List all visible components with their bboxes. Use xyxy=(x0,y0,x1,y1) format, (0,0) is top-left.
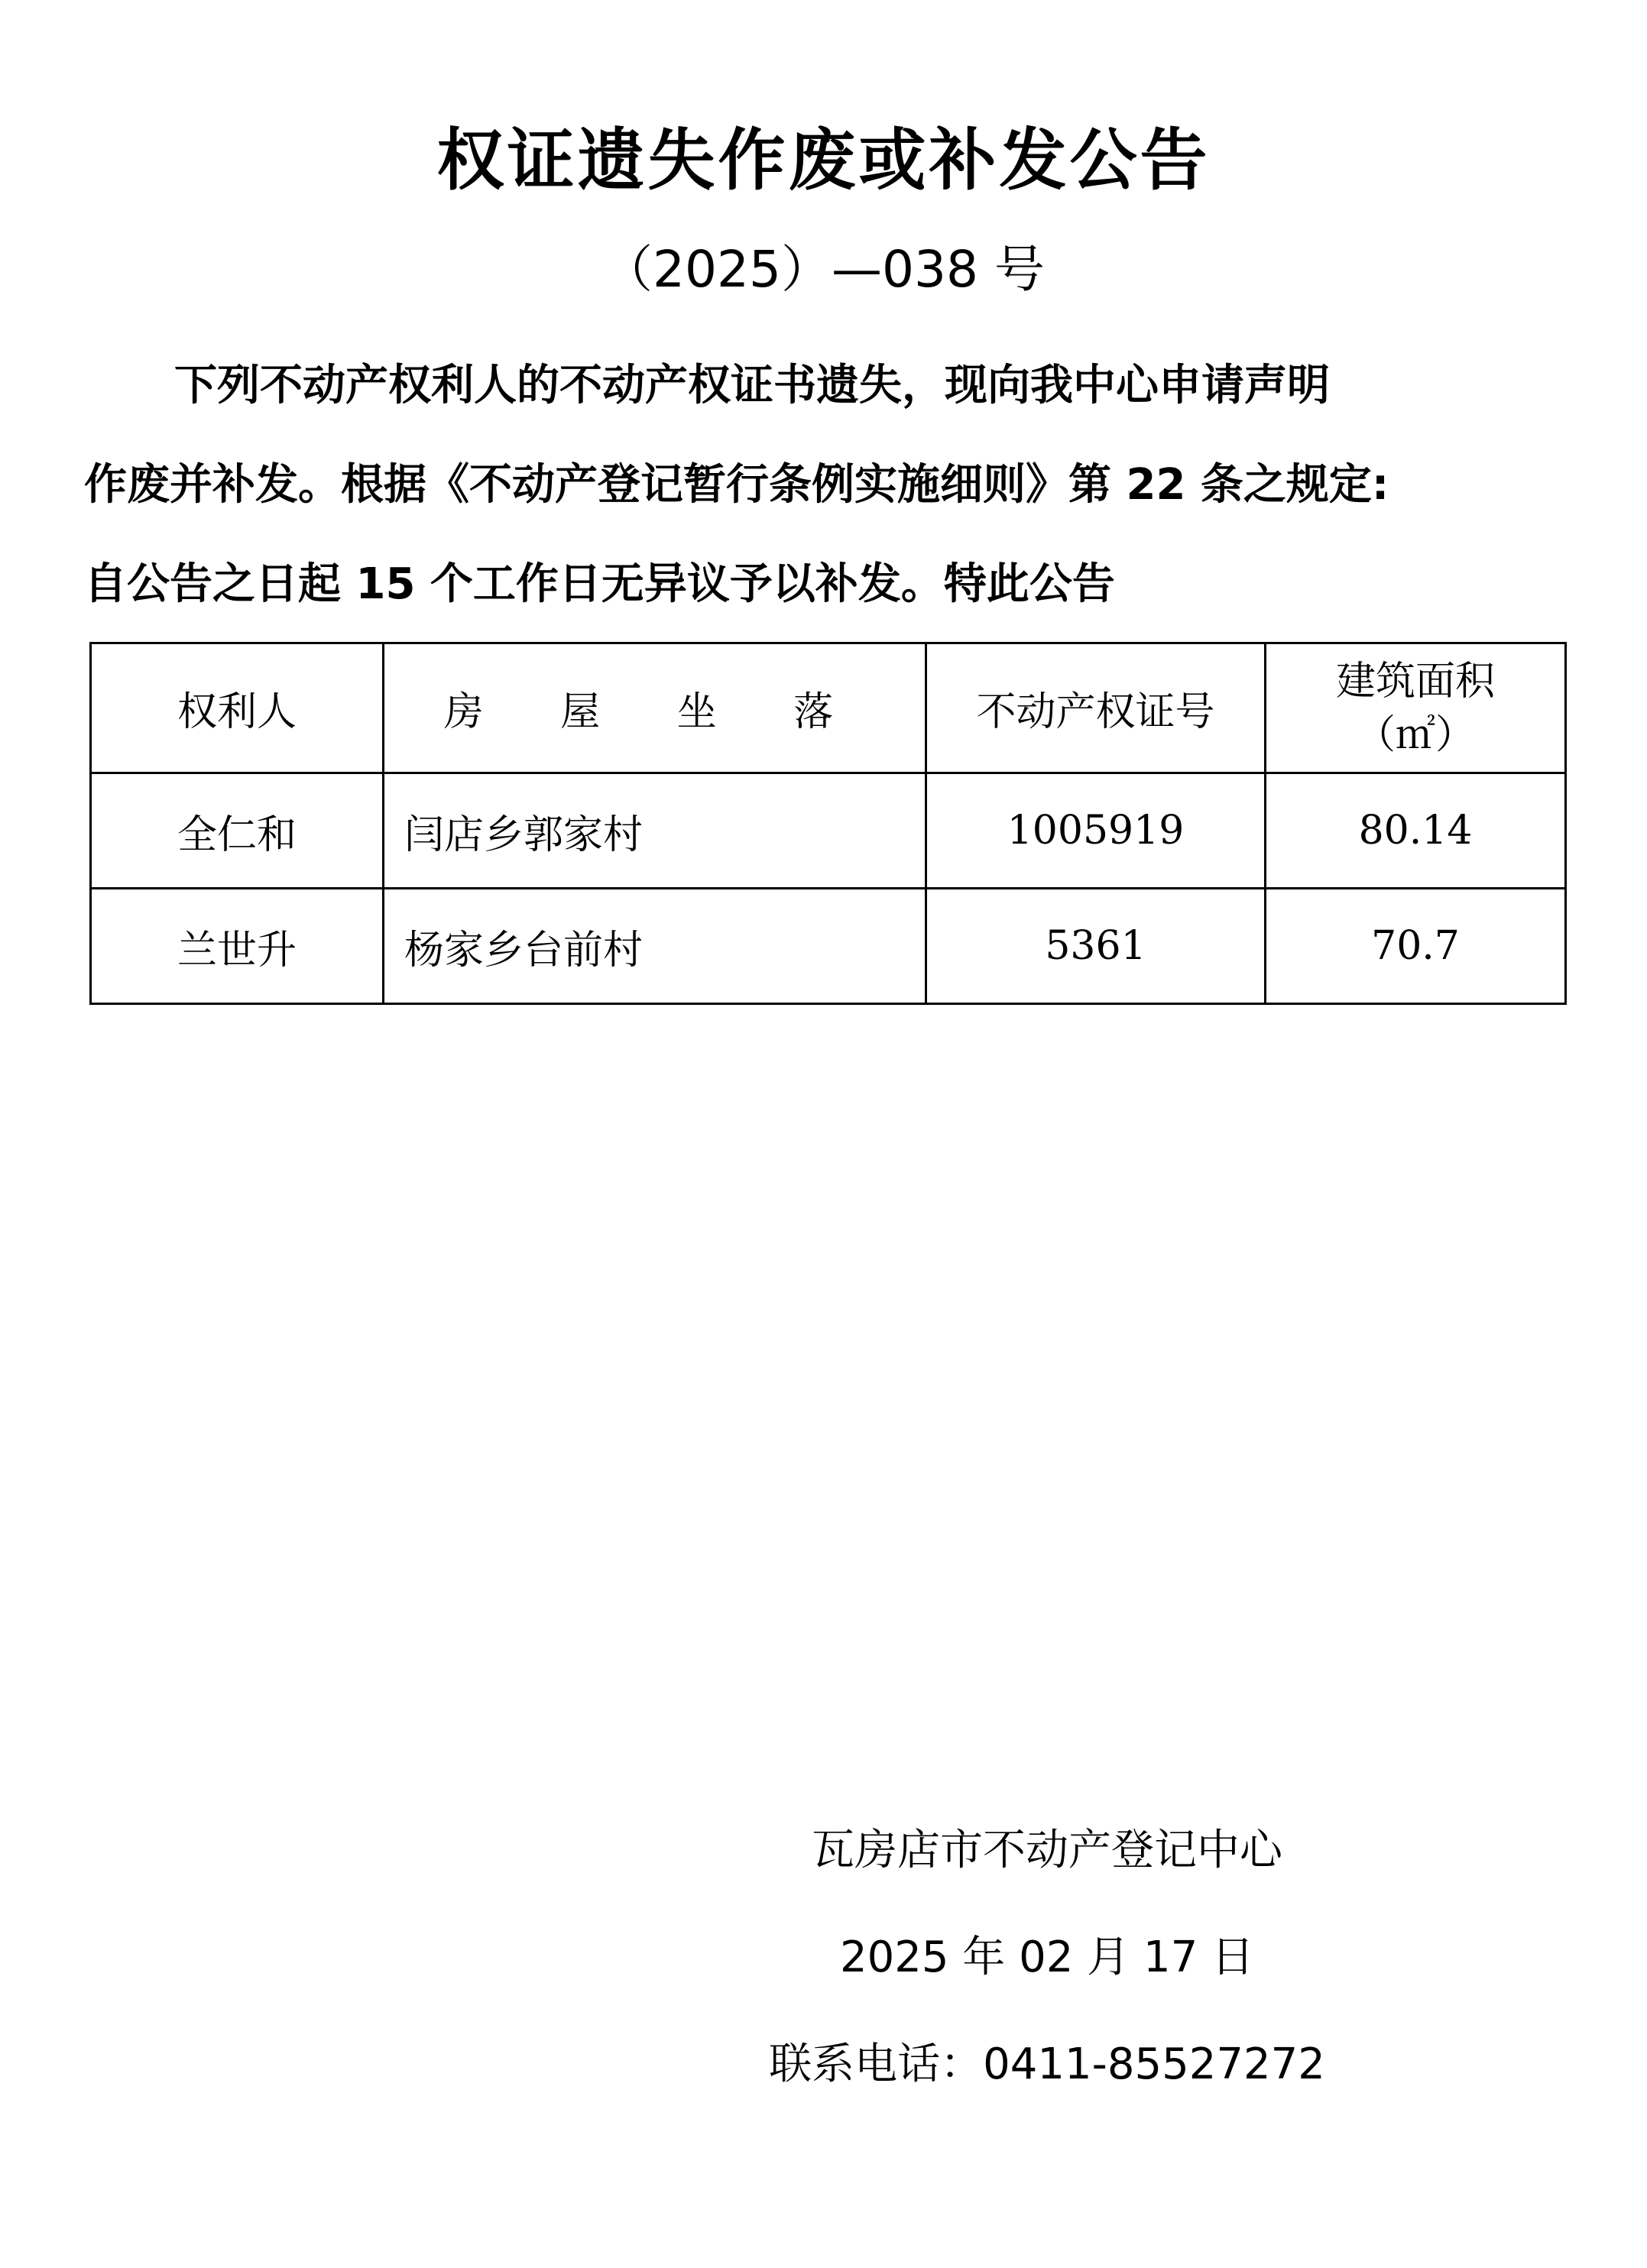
table-row xyxy=(91,889,1566,1004)
cell-location: 闫店乡郭家村 xyxy=(384,773,926,889)
header-cert-no: 不动产权证号 xyxy=(926,643,1266,773)
table-row xyxy=(91,773,1566,889)
cell-location: 杨家乡台前村 xyxy=(384,889,926,1004)
contact-phone: 联系电话：0411-85527272 xyxy=(769,2040,1325,2089)
issuer-name: 瓦房店市不动产登记中心 xyxy=(812,1826,1282,1875)
body-line-3: 自公告之日起 15 个工作日无异议予以补发。特此公告 xyxy=(84,559,1115,609)
issue-date: 2025 年 02 月 17 日 xyxy=(839,1933,1255,1982)
cell-cert-no: 5361 xyxy=(926,889,1266,1004)
cell-area: 70.7 xyxy=(1266,889,1566,1004)
header-area-label: 建筑面积 xyxy=(1335,658,1495,705)
body-line-1-text: 下列不动产权利人的不动产权证书遗失，现向我中心申请声明 xyxy=(174,361,1330,410)
records-table xyxy=(89,642,1567,1005)
cell-cert-no: 1005919 xyxy=(926,773,1266,889)
body-line-1 xyxy=(84,336,1582,436)
header-owner: 权利人 xyxy=(91,643,384,773)
notice-body xyxy=(84,336,1582,634)
cell-owner: 兰世升 xyxy=(91,889,384,1004)
body-line-2: 作废并补发。根据《不动产登记暂行条例实施细则》第 22 条之规定: xyxy=(84,460,1389,510)
notice-number: （2025）—038 号 xyxy=(602,240,1045,299)
header-area xyxy=(1266,643,1566,773)
header-area-unit: （㎡） xyxy=(1355,711,1475,758)
notice-title: 权证遗失作废或补发公告 xyxy=(436,121,1211,199)
header-location: 房 屋 坐 落 xyxy=(384,643,926,773)
cell-owner: 全仁和 xyxy=(91,773,384,889)
cell-area: 80.14 xyxy=(1266,773,1566,889)
table-header-row xyxy=(91,643,1566,773)
